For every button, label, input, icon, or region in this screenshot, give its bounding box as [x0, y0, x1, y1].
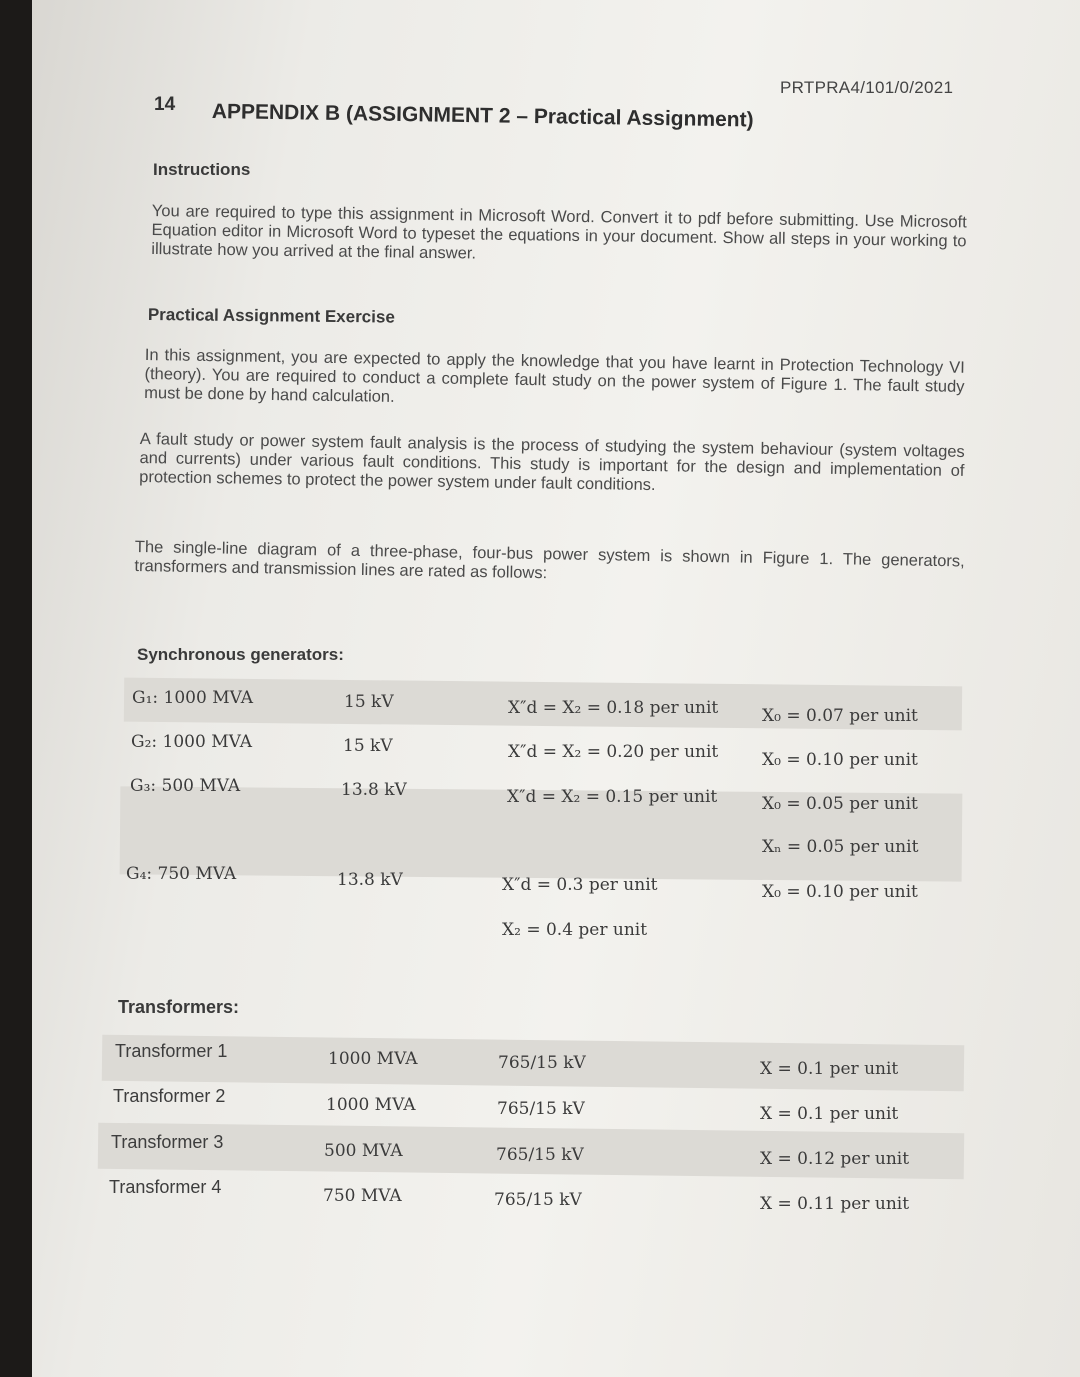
generator-reactance: X″d = X₂ = 0.15 per unit — [507, 787, 718, 807]
transformer-rating: 1000 MVA — [328, 1049, 418, 1069]
page-title: APPENDIX B (ASSIGNMENT 2 – Practical Assignment) — [211, 100, 754, 132]
transformer-name: Transformer 3 — [111, 1132, 224, 1152]
generator-voltage: 15 kV — [344, 692, 394, 712]
page-number: 14 — [154, 94, 176, 115]
transformer-reactance: X = 0.1 per unit — [760, 1059, 899, 1079]
transformer-rating: 1000 MVA — [326, 1095, 416, 1115]
transformer-name: Transformer 4 — [109, 1177, 222, 1197]
transformer-voltage: 765/15 kV — [494, 1190, 582, 1210]
exercise-paragraph-2: A fault study or power system fault analysis is the process of studying the system behaviour (system voltages and currents) under various fault conditions. This study is important for the design and implementation of protection schemes to protect the power system under fault conditions. — [139, 430, 965, 495]
generator-voltage: 15 kV — [343, 736, 393, 756]
generator-zero-seq: X₀ = 0.05 per unit — [762, 794, 918, 814]
transformer-reactance: X = 0.11 per unit — [760, 1194, 910, 1214]
document-code: PRTPRA4/101/0/2021 — [780, 78, 954, 97]
generator-voltage: 13.8 kV — [341, 780, 407, 800]
generator-name: G₄: 750 MVA — [126, 864, 237, 884]
generator-zero-seq: X₀ = 0.07 per unit — [762, 706, 918, 726]
transformer-rating: 750 MVA — [323, 1186, 402, 1206]
generator-voltage: 13.8 kV — [337, 870, 403, 890]
instructions-heading: Instructions — [153, 160, 251, 179]
exercise-paragraph-3: The single-line diagram of a three-phase, four-bus power system is shown in Figure 1. The generators, transformers and transmission lines are rated as follows: — [134, 538, 965, 583]
generator-neutral-reactance: Xₙ = 0.05 per unit — [762, 837, 919, 857]
generator-zero-seq: X₀ = 0.10 per unit — [762, 882, 918, 902]
transformer-voltage: 765/15 kV — [496, 1145, 584, 1165]
instructions-text: You are required to type this assignment in Microsoft Word. Convert it to pdf before submitting. Use Microsoft Equation editor in Microsoft Word to typeset the equations in your document. Show all steps in your working to illustrate how you arrived at the final answer. — [151, 202, 967, 263]
transformer-name: Transformer 2 — [113, 1086, 226, 1106]
exercise-heading: Practical Assignment Exercise — [147, 305, 395, 327]
transformer-reactance: X = 0.12 per unit — [760, 1149, 910, 1169]
transformer-voltage: 765/15 kV — [498, 1053, 586, 1073]
generator-name: G₁: 1000 MVA — [132, 688, 254, 708]
exercise-paragraph-1: In this assignment, you are expected to apply the knowledge that you have learnt in Protection Technology VI (theory). You are required to conduct a complete fault study on the power system of Figure 1. The fault study must be done by hand calculation. — [144, 346, 965, 406]
generator-name: G₃: 500 MVA — [130, 776, 241, 796]
generator-reactance: X″d = 0.3 per unit — [502, 875, 658, 895]
generator-zero-seq: X₀ = 0.10 per unit — [762, 750, 918, 770]
transformer-voltage: 765/15 kV — [497, 1099, 585, 1119]
transformer-rating: 500 MVA — [324, 1141, 403, 1161]
transformer-name: Transformer 1 — [115, 1041, 228, 1061]
document-page — [32, 0, 1080, 1377]
generator-reactance: X″d = X₂ = 0.20 per unit — [508, 742, 719, 762]
generators-heading: Synchronous generators: — [137, 645, 344, 664]
generator-name: G₂: 1000 MVA — [131, 732, 253, 752]
generator-negative-seq: X₂ = 0.4 per unit — [502, 920, 648, 940]
transformer-reactance: X = 0.1 per unit — [760, 1104, 899, 1124]
transformers-heading: Transformers: — [118, 997, 240, 1017]
generator-reactance: X″d = X₂ = 0.18 per unit — [508, 698, 719, 718]
